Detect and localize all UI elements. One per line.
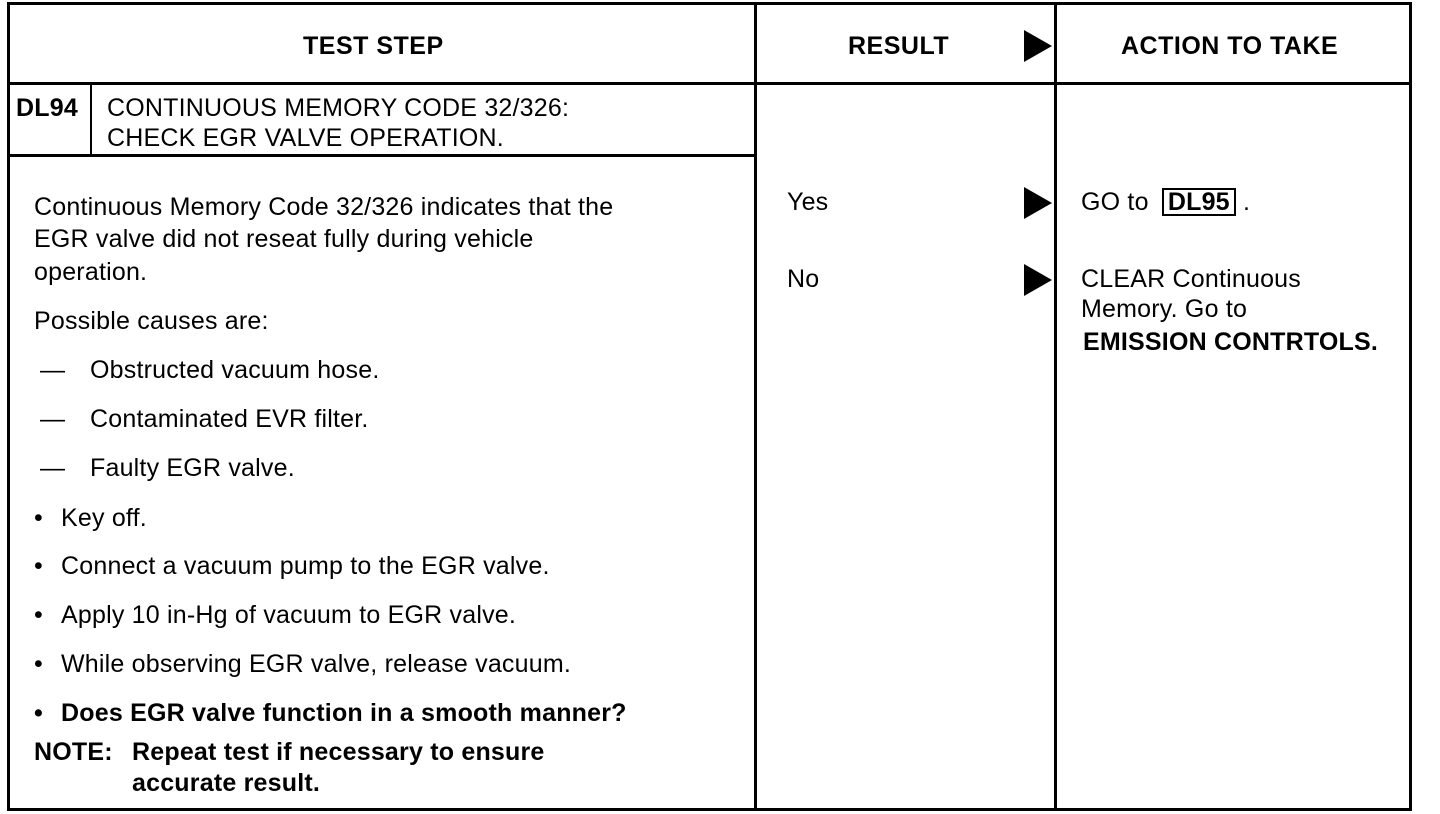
- question: Does EGR valve function in a smooth manner?: [61, 699, 627, 727]
- cause-item: Faulty EGR valve.: [90, 454, 295, 482]
- cause-dash: —: [40, 454, 66, 482]
- note-line2: accurate result.: [132, 769, 321, 797]
- cause-dash: —: [40, 405, 66, 433]
- step-id-divider: [90, 85, 92, 155]
- step-id: DL94: [16, 94, 78, 122]
- step-title-line2: CHECK EGR VALVE OPERATION.: [107, 124, 504, 152]
- intro-line3: operation.: [34, 258, 148, 286]
- step-item: While observing EGR valve, release vacuum.: [61, 650, 571, 678]
- result-no-arrow-icon: [1024, 264, 1052, 296]
- header-result: RESULT: [848, 32, 950, 60]
- result-yes-arrow-icon: [1024, 187, 1052, 219]
- step-item: Connect a vacuum pump to the EGR valve.: [61, 552, 550, 580]
- question-bullet: •: [34, 699, 43, 727]
- action-yes: [1081, 186, 1250, 218]
- col-divider-1: [754, 2, 757, 811]
- table-border-top: [7, 2, 1412, 5]
- note-line1: Repeat test if necessary to ensure: [132, 738, 545, 766]
- action-yes-suffix: .: [1242, 188, 1251, 216]
- intro-line2: EGR valve did not reseat fully during vehicle: [34, 225, 534, 253]
- header-test-step: TEST STEP: [303, 32, 444, 60]
- col-divider-2: [1054, 2, 1057, 811]
- intro-line1: Continuous Memory Code 32/326 indicates that the: [34, 193, 614, 221]
- result-yes: Yes: [787, 188, 829, 216]
- step-title-line1: CONTINUOUS MEMORY CODE 32/326:: [107, 94, 570, 122]
- cause-dash: —: [40, 356, 66, 384]
- action-no-line1: CLEAR Continuous: [1081, 265, 1301, 293]
- note-label: NOTE:: [34, 738, 113, 766]
- result-no: No: [787, 265, 820, 293]
- table-border-left: [7, 2, 10, 811]
- step-item: Apply 10 in-Hg of vacuum to EGR valve.: [61, 601, 517, 629]
- causes-heading: Possible causes are:: [34, 307, 269, 335]
- action-no-line2: Memory. Go to: [1081, 295, 1248, 323]
- step-bullet: •: [34, 650, 43, 678]
- cause-item: Obstructed vacuum hose.: [90, 356, 380, 384]
- table-border-bottom: [7, 808, 1412, 811]
- header-action: ACTION TO TAKE: [1121, 32, 1339, 60]
- header-divider: [7, 82, 1412, 85]
- step-bullet: •: [34, 504, 43, 532]
- table-border-right: [1409, 2, 1412, 811]
- step-bullet: •: [34, 601, 43, 629]
- step-title-divider: [7, 154, 757, 157]
- step-item: Key off.: [61, 504, 147, 532]
- step-bullet: •: [34, 552, 43, 580]
- step-link-dl95[interactable]: DL95: [1162, 188, 1236, 216]
- action-yes-prefix: GO to: [1081, 188, 1149, 216]
- action-no-line3: EMISSION CONTRTOLS.: [1083, 328, 1379, 356]
- cause-item: Contaminated EVR filter.: [90, 405, 369, 433]
- header-arrow-icon: [1024, 30, 1052, 62]
